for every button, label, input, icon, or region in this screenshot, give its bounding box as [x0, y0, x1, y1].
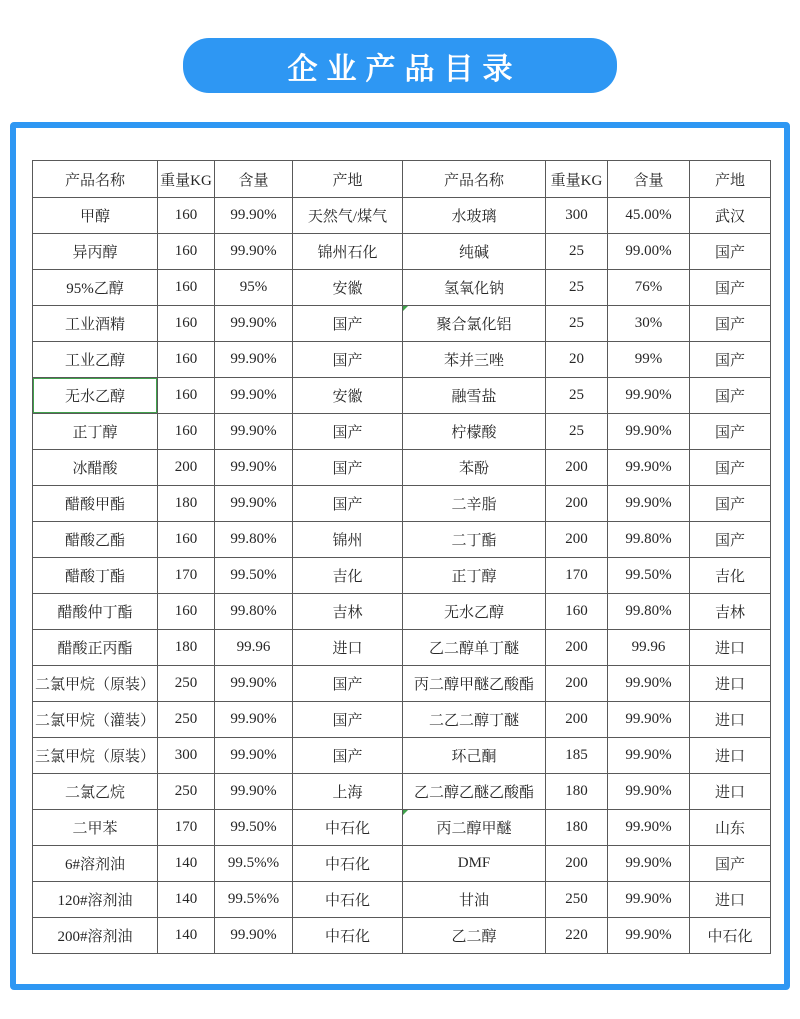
table-cell: 二丁酯	[403, 522, 546, 558]
table-cell: 99.90%	[215, 234, 293, 270]
table-cell: 160	[158, 594, 215, 630]
table-cell: 99.90%	[608, 486, 690, 522]
table-cell: 99.90%	[608, 846, 690, 882]
table-header-row	[33, 161, 771, 198]
table-cell: 99.90%	[215, 486, 293, 522]
table-cell: 国产	[690, 486, 771, 522]
table-cell: 25	[546, 234, 608, 270]
table-cell: 二甲苯	[33, 810, 158, 846]
table-cell: 160	[158, 522, 215, 558]
table-row	[33, 234, 771, 270]
table-cell: 99.90%	[215, 918, 293, 954]
table-cell: 30%	[608, 306, 690, 342]
table-cell: 99.50%	[608, 558, 690, 594]
table-cell: 国产	[293, 486, 403, 522]
table-cell: 锦州	[293, 522, 403, 558]
table-cell: 160	[158, 198, 215, 234]
table-cell: 二氯乙烷	[33, 774, 158, 810]
table-cell: 25	[546, 414, 608, 450]
table-cell: 99.90%	[215, 738, 293, 774]
table-cell: 170	[546, 558, 608, 594]
table-row	[33, 594, 771, 630]
table-cell: 140	[158, 882, 215, 918]
table-cell: 正丁醇	[403, 558, 546, 594]
table-cell: 200	[546, 486, 608, 522]
table-row	[33, 522, 771, 558]
table-cell: 300	[158, 738, 215, 774]
table-cell: 国产	[293, 666, 403, 702]
table-cell: 180	[158, 486, 215, 522]
table-cell: 吉林	[293, 594, 403, 630]
table-cell: 99.5%%	[215, 846, 293, 882]
table-cell: 200	[546, 666, 608, 702]
table-cell: 进口	[293, 630, 403, 666]
table-cell: 99.90%	[608, 414, 690, 450]
table-cell: 国产	[690, 270, 771, 306]
column-header: 含量	[215, 161, 293, 198]
table-cell: 山东	[690, 810, 771, 846]
table-cell: 异丙醇	[33, 234, 158, 270]
table-cell: 99.90%	[608, 918, 690, 954]
table-cell: 醋酸正丙酯	[33, 630, 158, 666]
table-cell: 柠檬酸	[403, 414, 546, 450]
table-cell: 180	[546, 774, 608, 810]
table-row	[33, 486, 771, 522]
table-cell: 99.50%	[215, 558, 293, 594]
table-cell: 160	[158, 234, 215, 270]
table-cell: 140	[158, 846, 215, 882]
table-row	[33, 558, 771, 594]
table-cell: 99.90%	[215, 450, 293, 486]
table-cell: 吉化	[293, 558, 403, 594]
table-cell: 200	[546, 846, 608, 882]
table-cell: 99.90%	[215, 306, 293, 342]
table-cell: 国产	[293, 414, 403, 450]
table-cell: 聚合氯化铝	[403, 306, 546, 342]
table-cell: 200	[546, 630, 608, 666]
catalog-table	[32, 160, 771, 954]
table-cell: 99.90%	[608, 882, 690, 918]
column-header: 重量KG	[546, 161, 608, 198]
table-cell: 中石化	[293, 882, 403, 918]
table-cell: 中石化	[293, 810, 403, 846]
table-cell: 160	[158, 414, 215, 450]
table-cell: 锦州石化	[293, 234, 403, 270]
table-cell: 国产	[690, 846, 771, 882]
table-cell: 99.90%	[608, 774, 690, 810]
table-cell: 吉林	[690, 594, 771, 630]
table-cell: 国产	[293, 306, 403, 342]
table-cell: 160	[158, 306, 215, 342]
table-cell: 250	[546, 882, 608, 918]
table-cell: 99.80%	[608, 522, 690, 558]
table-cell: 99.90%	[608, 378, 690, 414]
table-cell: 国产	[690, 522, 771, 558]
table-cell: 无水乙醇	[33, 378, 158, 414]
table-cell: 250	[158, 774, 215, 810]
table-cell: 乙二醇	[403, 918, 546, 954]
table-cell: 中石化	[690, 918, 771, 954]
title-banner	[183, 38, 617, 93]
table-cell: 国产	[690, 234, 771, 270]
table-row	[33, 270, 771, 306]
table-cell: 环己酮	[403, 738, 546, 774]
table-cell: 上海	[293, 774, 403, 810]
table-cell: 99.90%	[608, 450, 690, 486]
table-cell: 进口	[690, 630, 771, 666]
table-cell: 二辛脂	[403, 486, 546, 522]
table-cell: 乙二醇单丁醚	[403, 630, 546, 666]
table-cell: 99.90%	[215, 666, 293, 702]
table-cell: 进口	[690, 882, 771, 918]
table-row	[33, 846, 771, 882]
table-cell: 国产	[690, 450, 771, 486]
table-cell: 25	[546, 378, 608, 414]
table-row	[33, 342, 771, 378]
table-cell: 200#溶剂油	[33, 918, 158, 954]
table-cell: 99.90%	[215, 378, 293, 414]
table-row	[33, 810, 771, 846]
table-row	[33, 630, 771, 666]
table-cell: 25	[546, 270, 608, 306]
table-cell: 99.96	[608, 630, 690, 666]
table-cell: 国产	[293, 342, 403, 378]
table-cell: 140	[158, 918, 215, 954]
catalog-table-body	[33, 198, 771, 954]
table-row	[33, 702, 771, 738]
table-cell: 99.96	[215, 630, 293, 666]
table-cell: 99.80%	[608, 594, 690, 630]
table-cell: 甲醇	[33, 198, 158, 234]
table-cell: 99.90%	[215, 414, 293, 450]
table-cell: 三氯甲烷（原装）	[33, 738, 158, 774]
table-cell: 水玻璃	[403, 198, 546, 234]
column-header: 含量	[608, 161, 690, 198]
table-cell: 25	[546, 306, 608, 342]
table-cell: 国产	[690, 342, 771, 378]
table-row	[33, 774, 771, 810]
page-title: 企业产品目录	[287, 52, 522, 86]
table-cell: 99.90%	[608, 738, 690, 774]
table-cell: 二氯甲烷（灌装）	[33, 702, 158, 738]
table-cell: 氢氧化钠	[403, 270, 546, 306]
table-cell: 冰醋酸	[33, 450, 158, 486]
table-cell: 苯并三唑	[403, 342, 546, 378]
table-cell: 二氯甲烷（原装）	[33, 666, 158, 702]
table-cell: 中石化	[293, 918, 403, 954]
table-cell: 45.00%	[608, 198, 690, 234]
table-cell: 99.90%	[608, 702, 690, 738]
table-cell: 进口	[690, 774, 771, 810]
table-cell: 国产	[293, 450, 403, 486]
table-cell: 99.80%	[215, 594, 293, 630]
table-cell: 170	[158, 810, 215, 846]
table-cell: 200	[546, 450, 608, 486]
table-cell: 99.90%	[215, 702, 293, 738]
table-row	[33, 918, 771, 954]
column-header: 产品名称	[403, 161, 546, 198]
table-cell: 苯酚	[403, 450, 546, 486]
table-cell: 天然气/煤气	[293, 198, 403, 234]
table-cell: 醋酸仲丁酯	[33, 594, 158, 630]
table-cell: 醋酸乙酯	[33, 522, 158, 558]
table-cell: 95%乙醇	[33, 270, 158, 306]
table-cell: 99.90%	[608, 666, 690, 702]
table-cell: 正丁醇	[33, 414, 158, 450]
table-cell: 国产	[293, 702, 403, 738]
column-header: 产地	[293, 161, 403, 198]
table-cell: 120#溶剂油	[33, 882, 158, 918]
table-cell: 武汉	[690, 198, 771, 234]
table-cell: 99.90%	[608, 810, 690, 846]
table-cell: 200	[158, 450, 215, 486]
table-cell: 二乙二醇丁醚	[403, 702, 546, 738]
table-cell: 99.90%	[215, 198, 293, 234]
table-cell: 醋酸甲酯	[33, 486, 158, 522]
table-cell: 国产	[293, 738, 403, 774]
table-cell: 160	[158, 378, 215, 414]
table-cell: 99%	[608, 342, 690, 378]
table-cell: 185	[546, 738, 608, 774]
table-row	[33, 198, 771, 234]
table-row	[33, 450, 771, 486]
table-cell: 220	[546, 918, 608, 954]
table-cell: 20	[546, 342, 608, 378]
table-cell: 160	[158, 342, 215, 378]
table-cell: 工业乙醇	[33, 342, 158, 378]
table-cell: 160	[158, 270, 215, 306]
table-row	[33, 378, 771, 414]
table-cell: 200	[546, 702, 608, 738]
table-cell: 融雪盐	[403, 378, 546, 414]
table-cell: 160	[546, 594, 608, 630]
table-cell: 无水乙醇	[403, 594, 546, 630]
table-cell: 99.00%	[608, 234, 690, 270]
table-cell: 国产	[690, 414, 771, 450]
table-row	[33, 738, 771, 774]
table-cell: 乙二醇乙醚乙酸酯	[403, 774, 546, 810]
table-cell: 进口	[690, 738, 771, 774]
table-cell: 99.90%	[215, 342, 293, 378]
table-cell: 99.50%	[215, 810, 293, 846]
table-cell: 丙二醇甲醚乙酸酯	[403, 666, 546, 702]
table-cell: 进口	[690, 702, 771, 738]
content-frame	[10, 122, 790, 990]
table-cell: 6#溶剂油	[33, 846, 158, 882]
table-cell: 吉化	[690, 558, 771, 594]
table-cell: DMF	[403, 846, 546, 882]
table-cell: 180	[158, 630, 215, 666]
table-cell: 99.80%	[215, 522, 293, 558]
column-header: 产地	[690, 161, 771, 198]
table-cell: 300	[546, 198, 608, 234]
table-cell: 安徽	[293, 378, 403, 414]
table-row	[33, 882, 771, 918]
table-cell: 99.5%%	[215, 882, 293, 918]
table-cell: 200	[546, 522, 608, 558]
table-cell: 进口	[690, 666, 771, 702]
table-cell: 国产	[690, 306, 771, 342]
column-header: 产品名称	[33, 161, 158, 198]
table-cell: 纯碱	[403, 234, 546, 270]
table-cell: 丙二醇甲醚	[403, 810, 546, 846]
table-cell: 中石化	[293, 846, 403, 882]
table-cell: 76%	[608, 270, 690, 306]
table-cell: 安徽	[293, 270, 403, 306]
table-cell: 250	[158, 702, 215, 738]
table-cell: 国产	[690, 378, 771, 414]
table-cell: 180	[546, 810, 608, 846]
table-row	[33, 666, 771, 702]
table-cell: 甘油	[403, 882, 546, 918]
table-cell: 95%	[215, 270, 293, 306]
table-cell: 250	[158, 666, 215, 702]
table-row	[33, 414, 771, 450]
table-cell: 99.90%	[215, 774, 293, 810]
table-cell: 工业酒精	[33, 306, 158, 342]
table-row	[33, 306, 771, 342]
table-cell: 醋酸丁酯	[33, 558, 158, 594]
column-header: 重量KG	[158, 161, 215, 198]
table-cell: 170	[158, 558, 215, 594]
